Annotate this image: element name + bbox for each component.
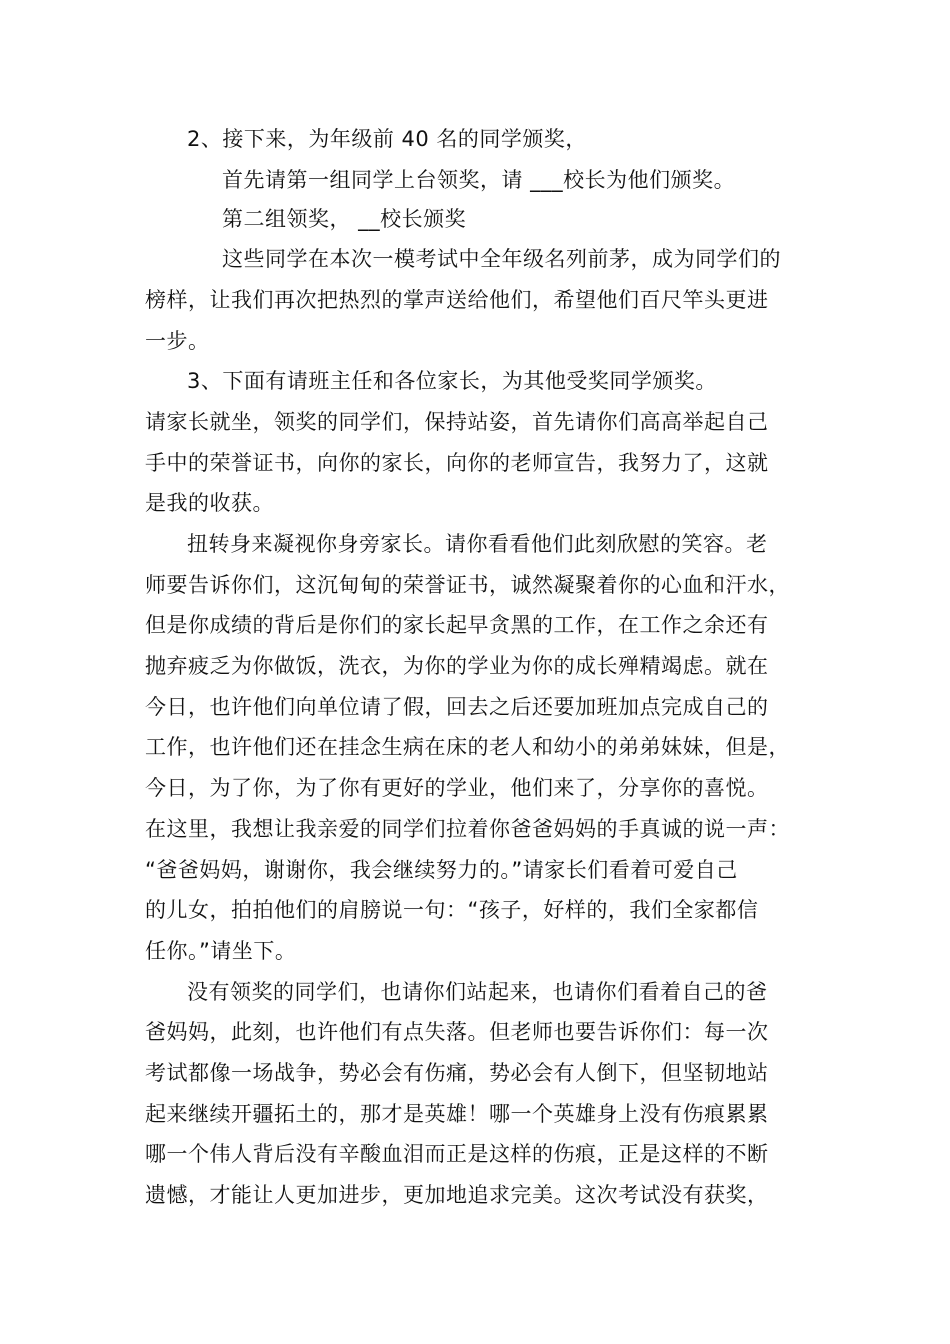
text-line: 一步。 — [145, 329, 210, 353]
text-line: 第二组领奖， __校长颁奖 — [222, 207, 467, 231]
text-line: “爸爸妈妈，谢谢你，我会继续努力的。”请家长们看着可爱自己 — [145, 858, 738, 882]
text-line: 任你。”请坐下。 — [145, 939, 297, 963]
text-line: 手中的荣誉证书，向你的家长，向你的老师宣告，我努力了，这就 — [145, 451, 769, 475]
text-line: 3、下面有请班主任和各位家长，为其他受奖同学颁奖。 — [187, 369, 717, 393]
text-line: 考试都像一场战争，势必会有伤痛，势必会有人倒下，但坚韧地站 — [145, 1061, 769, 1085]
text-line: 师要告诉你们，这沉甸甸的荣誉证书，诚然凝聚着你的心血和汗水， — [145, 573, 790, 597]
text-line: 扭转身来凝视你身旁家长。请你看看他们此刻欣慰的笑容。老 — [187, 532, 768, 556]
text-line: 工作，也许他们还在挂念生病在床的老人和幼小的弟弟妹妹，但是， — [145, 735, 790, 759]
text-line: 2、接下来，为年级前 40 名的同学颁奖， — [187, 127, 587, 151]
text-line: 首先请第一组同学上台领奖，请 ___校长为他们颁奖。 — [222, 168, 736, 192]
text-line: 请家长就坐，领奖的同学们，保持站姿，首先请你们高高举起自己 — [145, 410, 769, 434]
text-line: 这些同学在本次一模考试中全年级名列前茅，成为同学们的 — [222, 247, 781, 271]
text-line: 哪一个伟人背后没有辛酸血泪而正是这样的伤痕，正是这样的不断 — [145, 1142, 769, 1166]
text-line: 今日，为了你，为了你有更好的学业，他们来了，分享你的喜悦。 — [145, 776, 769, 800]
text-line: 是我的收获。 — [145, 491, 274, 515]
text-line: 的儿女，拍拍他们的肩膀说一句：“孩子，好样的，我们全家都信 — [145, 898, 759, 922]
text-line: 没有领奖的同学们，也请你们站起来，也请你们看着自己的爸 — [187, 980, 768, 1004]
text-line: 但是你成绩的背后是你们的家长起早贪黑的工作，在工作之余还有 — [145, 613, 769, 637]
text-line: 遗憾，才能让人更加进步，更加地追求完美。这次考试没有获奖， — [145, 1183, 769, 1207]
text-line: 在这里，我想让我亲爱的同学们拉着你爸爸妈妈的手真诚的说一声： — [145, 817, 790, 841]
text-line: 榜样，让我们再次把热烈的掌声送给他们，希望他们百尺竿头更进 — [145, 288, 769, 312]
text-line: 抛弃疲乏为你做饭，洗衣，为你的学业为你的成长殚精竭虑。就在 — [145, 654, 769, 678]
text-line: 今日，也许他们向单位请了假，回去之后还要加班加点完成自己的 — [145, 695, 769, 719]
text-line: 爸妈妈，此刻，也许他们有点失落。但老师也要告诉你们：每一次 — [145, 1020, 769, 1044]
text-line: 起来继续开疆拓土的，那才是英雄！哪一个英雄身上没有伤痕累累 — [145, 1102, 769, 1126]
